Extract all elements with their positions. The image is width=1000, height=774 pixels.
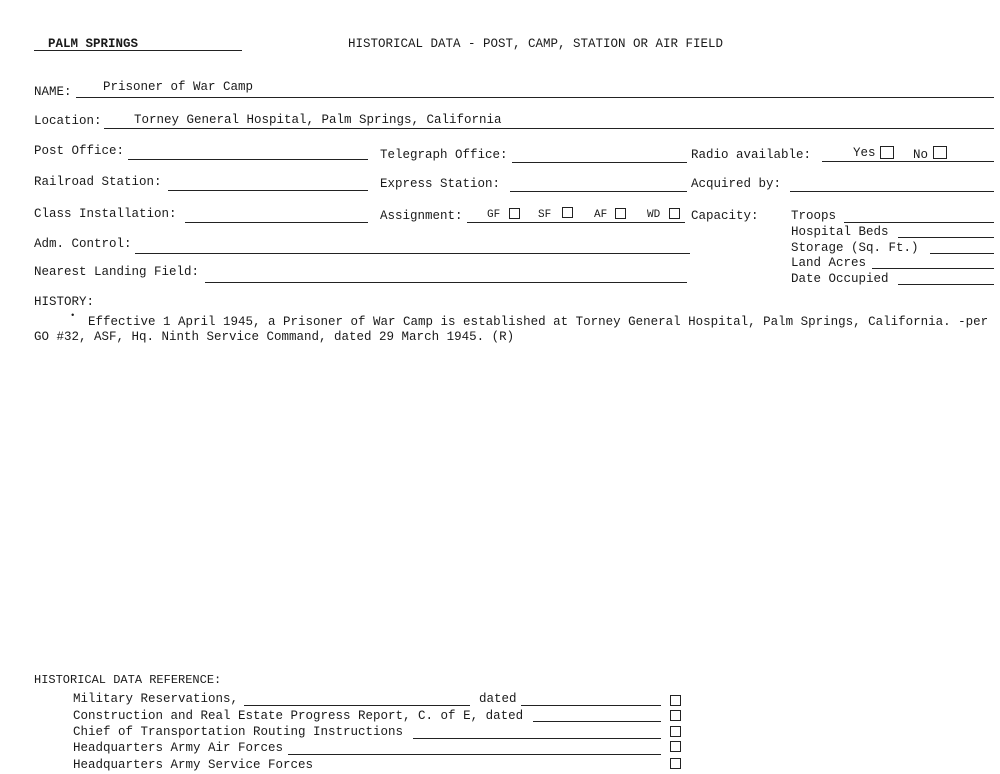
- adm-control-label: Adm. Control:: [34, 237, 132, 251]
- ref-transport-line[interactable]: [413, 738, 661, 739]
- history-label: HISTORY:: [34, 295, 95, 309]
- troops-line[interactable]: [844, 222, 994, 223]
- ref-asf-label: Headquarters Army Service Forces: [73, 758, 314, 772]
- ref-construction-label: Construction and Real Estate Progress Report, C. of E, dated: [73, 709, 524, 723]
- radio-no-label: No: [913, 148, 929, 162]
- telegraph-line[interactable]: [512, 162, 687, 163]
- landing-field-line[interactable]: [205, 282, 687, 283]
- assign-af-checkbox[interactable]: [615, 208, 626, 219]
- ref-transport-checkbox[interactable]: [670, 726, 681, 737]
- date-occupied-label: Date Occupied: [791, 272, 889, 286]
- adm-control-line[interactable]: [135, 253, 690, 254]
- name-line: [76, 97, 994, 98]
- express-label: Express Station:: [380, 177, 501, 191]
- reference-label: HISTORICAL DATA REFERENCE:: [34, 673, 222, 687]
- ref-military-line[interactable]: [244, 705, 470, 706]
- hospital-beds-label: Hospital Beds: [791, 225, 889, 239]
- radio-no-checkbox[interactable]: [933, 146, 947, 159]
- class-installation-label: Class Installation:: [34, 207, 177, 221]
- ref-aaf-checkbox[interactable]: [670, 741, 681, 752]
- assignment-label: Assignment:: [380, 209, 463, 223]
- name-label: NAME:: [34, 85, 72, 99]
- assign-gf-checkbox[interactable]: [509, 208, 520, 219]
- location-field[interactable]: Torney General Hospital, Palm Springs, California: [134, 113, 502, 127]
- express-line[interactable]: [510, 191, 687, 192]
- hospital-beds-line[interactable]: [898, 237, 994, 238]
- assign-wd-label: WD: [647, 209, 661, 221]
- location-line: [104, 128, 994, 129]
- ref-military-checkbox[interactable]: [670, 695, 681, 706]
- ref-transport-label: Chief of Transportation Routing Instructions: [73, 725, 404, 739]
- landing-field-label: Nearest Landing Field:: [34, 265, 200, 279]
- assign-af-label: AF: [594, 209, 608, 221]
- troops-label: Troops: [791, 209, 837, 223]
- assign-gf-label: GF: [487, 209, 501, 221]
- ref-military-label: Military Reservations,: [73, 692, 239, 706]
- ref-construction-line[interactable]: [533, 721, 661, 722]
- railroad-line[interactable]: [168, 190, 368, 191]
- form-title: HISTORICAL DATA - POST, CAMP, STATION OR AIR FIELD: [348, 37, 724, 51]
- acquired-label: Acquired by:: [691, 177, 782, 191]
- ref-asf-checkbox[interactable]: [670, 758, 681, 769]
- radio-label: Radio available:: [691, 148, 812, 162]
- ref-aaf-label: Headquarters Army Air Forces: [73, 741, 284, 755]
- station-underline: [34, 50, 242, 51]
- ref-military-dated-line[interactable]: [521, 705, 661, 706]
- capacity-label: Capacity:: [691, 209, 759, 223]
- assign-sf-checkbox[interactable]: [562, 207, 573, 218]
- assign-wd-checkbox[interactable]: [669, 208, 680, 219]
- ref-construction-checkbox[interactable]: [670, 710, 681, 721]
- post-office-label: Post Office:: [34, 144, 125, 158]
- radio-yes-checkbox[interactable]: [880, 146, 894, 159]
- storage-label: Storage (Sq. Ft.): [791, 241, 919, 255]
- radio-yes-label: Yes: [853, 146, 876, 160]
- acquired-line[interactable]: [790, 191, 994, 192]
- post-office-line[interactable]: [128, 159, 368, 160]
- date-occupied-line[interactable]: [898, 284, 994, 285]
- storage-line[interactable]: [930, 253, 994, 254]
- radio-line: [822, 161, 994, 162]
- telegraph-label: Telegraph Office:: [380, 148, 508, 162]
- land-acres-label: Land Acres: [791, 256, 867, 270]
- class-installation-line[interactable]: [185, 222, 368, 223]
- history-line-1: Effective 1 April 1945, a Prisoner of War Camp is established at Torney General Hospital, Palm Springs, California. -per: [88, 315, 989, 329]
- history-line-2: GO #32, ASF, Hq. Ninth Service Command, dated 29 March 1945. (R): [34, 330, 515, 344]
- railroad-label: Railroad Station:: [34, 175, 162, 189]
- ref-military-dated: dated: [479, 692, 517, 706]
- location-label: Location:: [34, 114, 102, 128]
- land-acres-line[interactable]: [872, 268, 994, 269]
- assignment-line: [467, 222, 685, 223]
- history-bullet: •: [70, 311, 76, 321]
- station-name: PALM SPRINGS: [48, 37, 139, 51]
- assign-sf-label: SF: [538, 209, 552, 221]
- ref-aaf-line[interactable]: [288, 754, 661, 755]
- name-field[interactable]: Prisoner of War Camp: [103, 80, 254, 94]
